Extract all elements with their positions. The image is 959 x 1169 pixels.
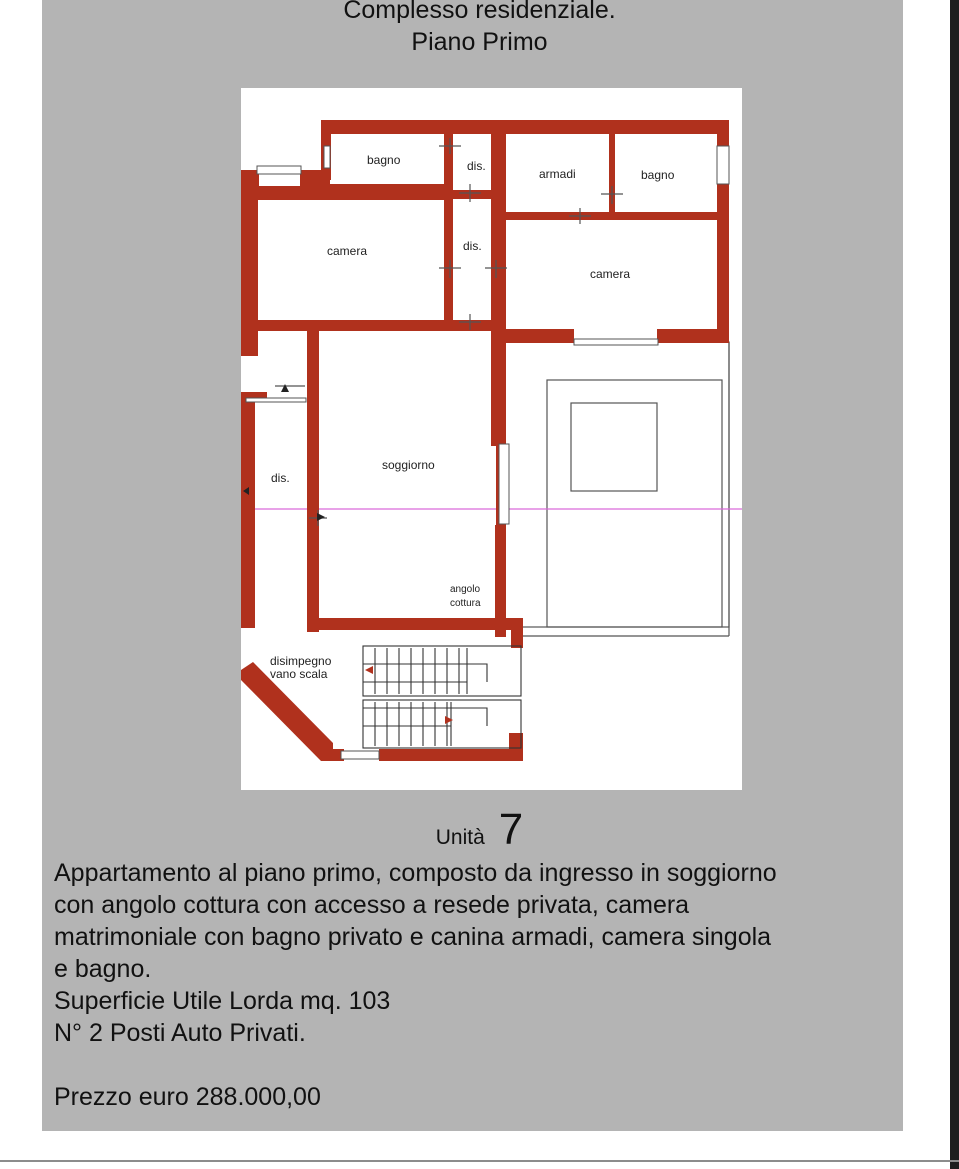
room-label-soggiorno: soggiorno (382, 458, 435, 472)
room-label-armadi: armadi (539, 167, 576, 181)
unit-number: 7 (498, 805, 524, 854)
description-line: con angolo cottura con accesso a resede privata, camera (54, 891, 690, 919)
room-label-bagno-2: bagno (641, 168, 675, 182)
terrace-outline (504, 342, 729, 636)
room-label-dis-3: dis. (271, 471, 290, 485)
floor-plan-drawing (241, 88, 742, 790)
room-label-dis-1: dis. (467, 159, 486, 173)
page-divider (0, 1160, 959, 1162)
unit-description (54, 857, 894, 1049)
parking-spaces: N° 2 Posti Auto Privati. (54, 1019, 306, 1047)
scrollbar[interactable] (950, 0, 959, 1169)
description-line: e bagno. (54, 955, 152, 983)
room-label-dis-2: dis. (463, 239, 482, 253)
room-label-camera-1: camera (327, 244, 368, 258)
unit-heading (0, 805, 959, 855)
room-label-disimpegno: disimpegno (270, 654, 332, 668)
room-label-vano-scala: vano scala (270, 667, 328, 681)
floor-plan (241, 88, 742, 790)
header-subtitle: Piano Primo (411, 28, 548, 56)
surface-area: Superficie Utile Lorda mq. 103 (54, 987, 391, 1015)
description-line: matrimoniale con bagno privato e canina armadi, camera singola (54, 923, 772, 951)
unit-label: Unità (435, 826, 485, 849)
room-label-cottura: cottura (450, 598, 481, 609)
description-line: Appartamento al piano primo, composto da ingresso in soggiorno (54, 859, 777, 887)
stair-arrows (365, 666, 453, 724)
stair-treads (375, 648, 467, 746)
room-label-camera-2: camera (590, 267, 631, 281)
room-label-angolo: angolo (450, 584, 481, 595)
room-label-bagno-1: bagno (367, 153, 401, 167)
staircase[interactable] (363, 646, 521, 748)
price: Prezzo euro 288.000,00 (54, 1083, 321, 1111)
header-title: Complesso residenziale. (343, 0, 616, 24)
